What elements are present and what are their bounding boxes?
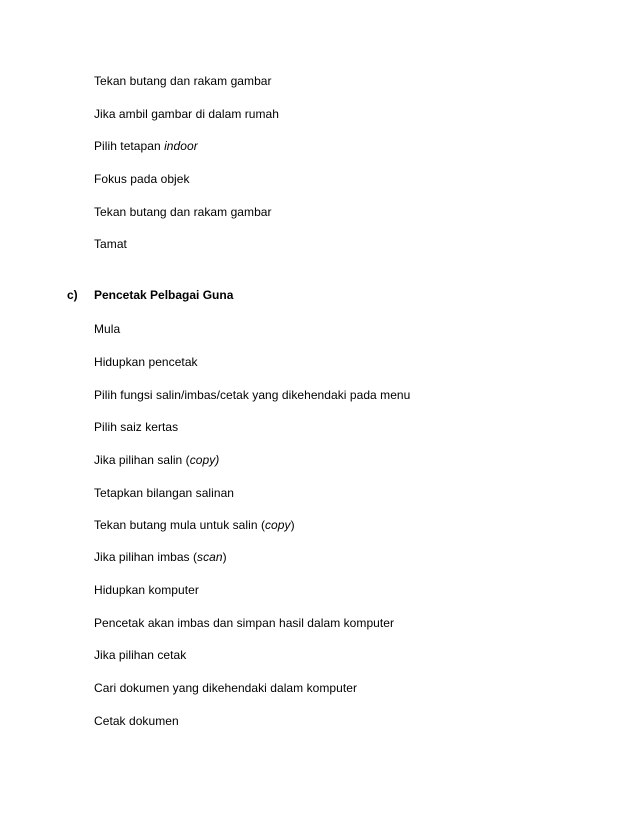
- step-line: Mula: [94, 322, 121, 336]
- step-line: Tetapkan bilangan salinan: [94, 486, 235, 500]
- step-text: ): [222, 550, 227, 564]
- step-line: Tekan butang dan rakam gambar: [94, 74, 272, 88]
- step-line: Pilih saiz kertas: [94, 420, 179, 434]
- step-line: Jika ambil gambar di dalam rumah: [94, 107, 280, 121]
- step-line: Tamat: [94, 237, 127, 251]
- step-text: Tekan butang mula untuk salin (: [94, 518, 265, 532]
- step-line: Hidupkan komputer: [94, 583, 199, 597]
- step-text: Jika pilihan imbas (: [94, 550, 198, 564]
- step-line: Cari dokumen yang dikehendaki dalam komputer: [94, 681, 358, 695]
- step-italic-term: copy): [189, 453, 220, 467]
- step-italic-term: scan: [197, 550, 223, 564]
- step-line: [94, 139, 198, 153]
- step-line: Hidupkan pencetak: [94, 355, 198, 369]
- step-line: [94, 518, 295, 532]
- step-line: [94, 550, 227, 564]
- step-line: Fokus pada objek: [94, 172, 190, 186]
- step-line: [94, 453, 219, 467]
- step-line: Jika pilihan cetak: [94, 648, 187, 662]
- step-italic-term: indoor: [164, 139, 198, 153]
- step-text: Jika pilihan salin (: [94, 453, 190, 467]
- step-text: Pilih tetapan: [94, 139, 165, 153]
- step-line: Pencetak akan imbas dan simpan hasil dalam komputer: [94, 616, 395, 630]
- section-heading: [67, 288, 233, 302]
- step-line: Pilih fungsi salin/imbas/cetak yang dikehendaki pada menu: [94, 388, 411, 402]
- section-title: Pencetak Pelbagai Guna: [94, 288, 234, 302]
- step-text: ): [290, 518, 295, 532]
- step-line: Cetak dokumen: [94, 714, 179, 728]
- step-line: Tekan butang dan rakam gambar: [94, 205, 272, 219]
- section-marker: c): [67, 288, 78, 302]
- step-italic-term: copy: [265, 518, 291, 532]
